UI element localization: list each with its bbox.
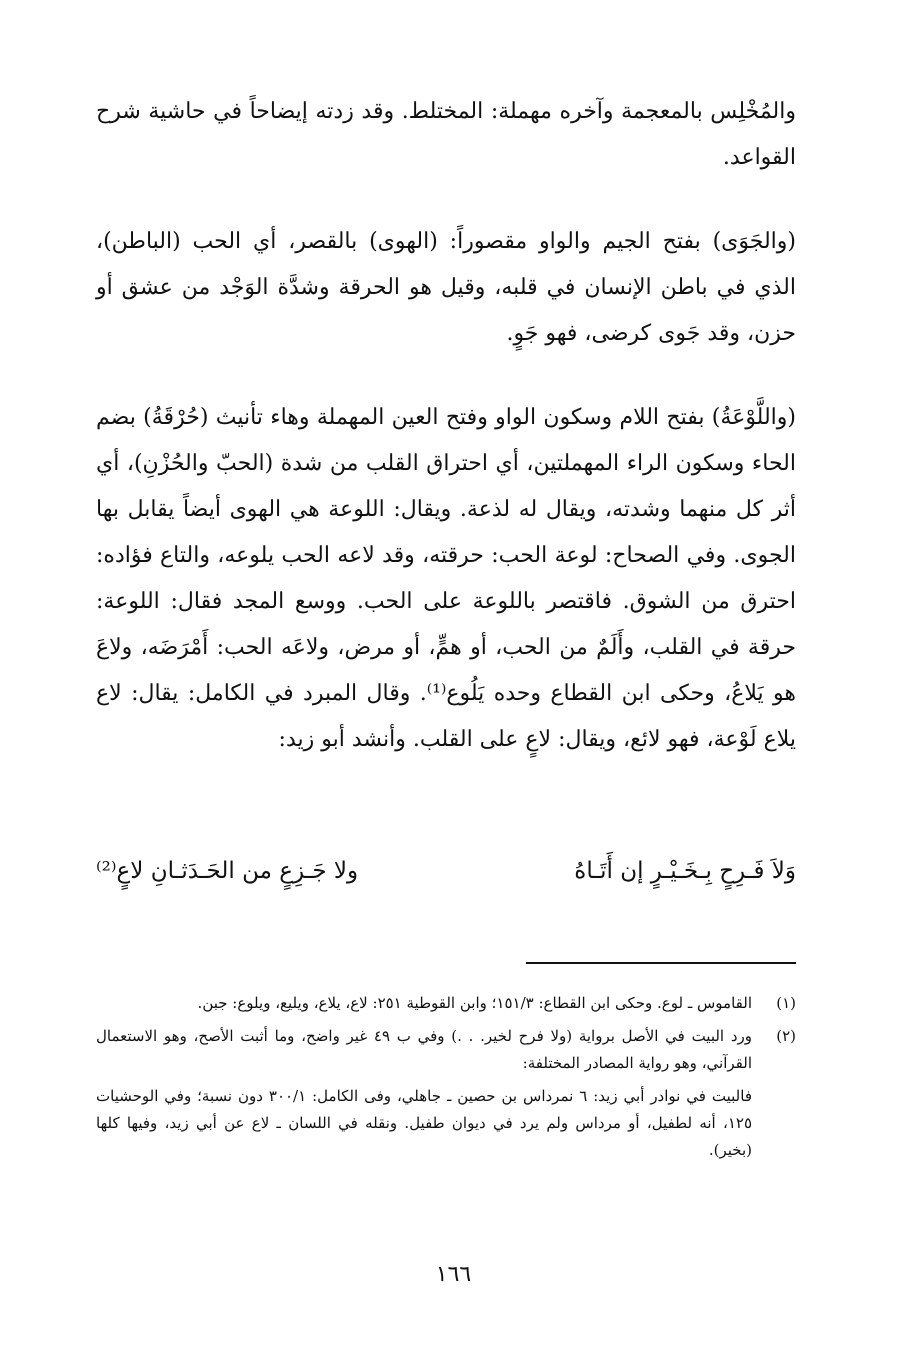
- footnote-1-number: (١): [776, 994, 796, 1012]
- paragraph-jawa: (والجَوَى) بفتح الجيم والواو مقصوراً: (الهوى) بالقصر، أي الحب (الباطن)، الذي في باطن الإنسان في قلبه، وقيل هو الحرقة وشدَّة الوَجْد من عشق أو حزن، وقد جَوى كرضى، فهو جَوٍ.: [96, 229, 796, 346]
- footnote-2: [96, 1023, 796, 1077]
- verse-second-hemistich: ولا جَـزِعٍ من الحَـدَثـانِ لاعٍ⁽²⁾: [96, 858, 359, 884]
- poetry-verse: [96, 848, 796, 894]
- paragraph-mukhlis: والمُخْلِس بالمعجمة وآخره مهملة: المختلط. وقد زدته إيضاحاً في حاشية شرح القواعد.: [96, 99, 796, 170]
- footnote-2-continuation: فالبيت في نوادر أبي زيد: ٦ نمرداس بن حصين ـ جاهلي، وفى الكامل: ٣٠٠/١ دون نسبة؛ وفي الوحشيات ١٢٥، أنه لطفيل، أو مرداس ولم يرد في ديوان طفيل. ونقله في اللسان ـ لاع عن أبي زيد، وفيها كلها (بخير).: [96, 1087, 752, 1159]
- footnote-divider: [526, 962, 796, 964]
- footnote-2-text: ورد البيت في الأصل برواية (ولا فرح لخير. . .) وفي ب ٤٩ غير واضح، وما أثبت الأصح، وهو الاستعمال القرآني، وهو رواية المصادر المختلفة:: [96, 1027, 752, 1072]
- footnotes-section: [96, 990, 796, 1164]
- footnote-2-number: (٢): [776, 1027, 796, 1045]
- page-number: ١٦٦: [435, 1262, 472, 1287]
- paragraph-lawa: (واللَّوْعَةُ) بفتح اللام وسكون الواو وفتح العين المهملة وهاء تأنيث (حُرْقَةُ) بضم الحاء وسكون الراء المهملتين، أي احتراق القلب من شدة (الحبّ والحُزْنِ)، أي أثر كل منهما وشدته، ويقال له لذعة. ويقال: اللوعة هي الهوى أيضاً يقابل بها الجوى. وفي الصحاح: لوعة الحب: حرقته، وقد لاعه الحب يلوعه، والتاع فؤاده: احترق من الشوق. فاقتصر باللوعة على الحب. ووسع المجد فقال: اللوعة: حرقة في القلب، وأَلَمٌ من الحب، أو همٍّ، أو مرض، ولاعَه الحب: أَمْرَضَه، ولاعَ هو يَلاعُ، وحكى ابن القطاع وحده يَلُوع⁽¹⁾. وقال المبرد في الكامل: يقال: لاع يلاع لَوْعة، فهو لائع، ويقال: لاعٍ على القلب. وأنشد أبو زيد:: [96, 405, 796, 752]
- footnote-1-text: القاموس ـ لوع. وحكى ابن القطاع: ١٥١/٣؛ وابن القوطية ٢٥١: لاع، يلاع، ويليع، ويلوع: جبن.: [197, 994, 752, 1012]
- footnote-1: [96, 990, 796, 1017]
- verse-first-hemistich: وَلاَ فَـرِحٍ بِـخَـيْـرٍ إن أَتَـاهُ: [574, 858, 796, 884]
